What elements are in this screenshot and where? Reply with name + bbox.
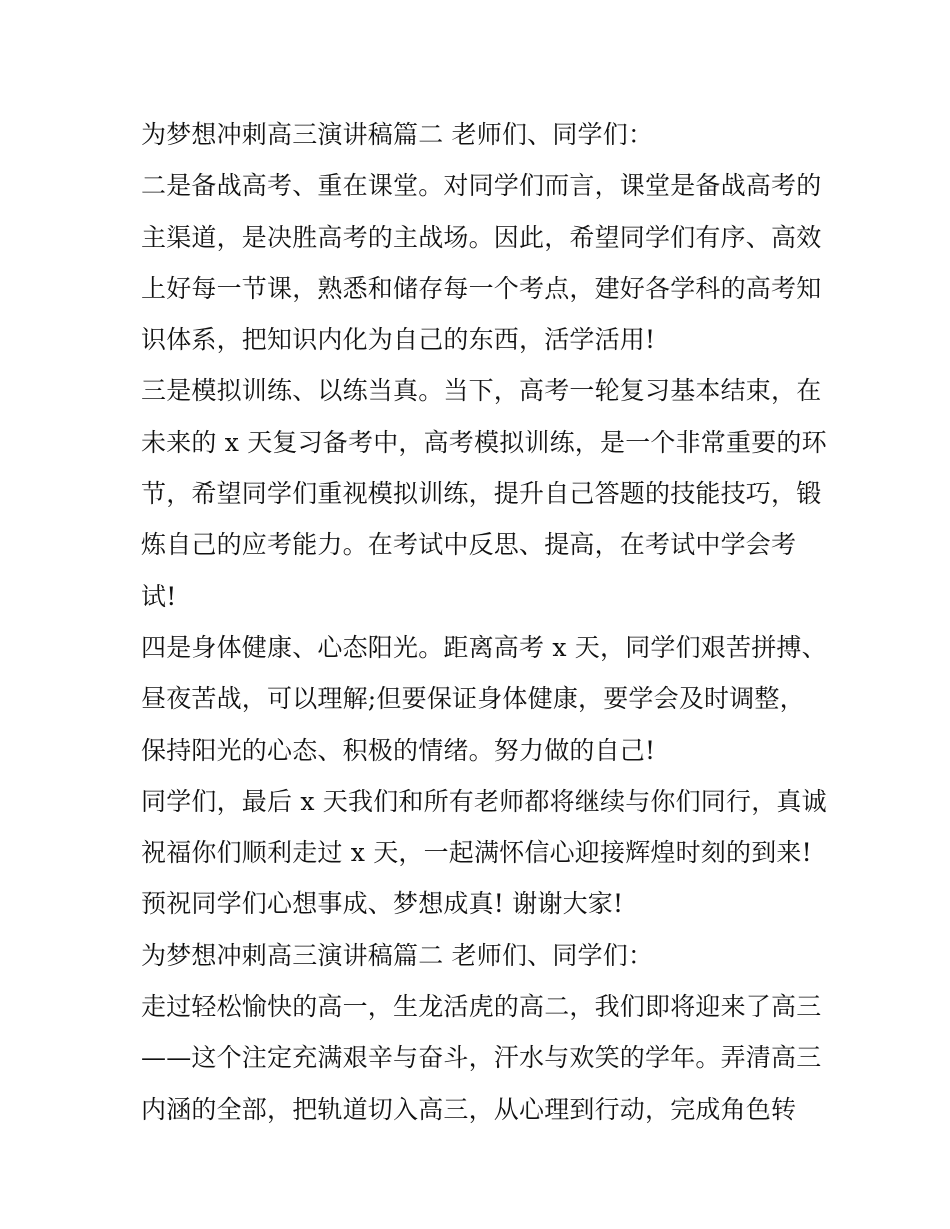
text-line: 四是身体健康、心态阳光。距离高考 x 天，同学们艰苦拼搏、: [141, 632, 827, 662]
text-line: 昼夜苦战，可以理解;但要保证身体健康，要学会及时调整，: [141, 684, 805, 714]
text-line: 走过轻松愉快的高一，生龙活虎的高二，我们即将迎来了高三: [141, 992, 822, 1022]
text-line: 节，希望同学们重视模拟训练，提升自己答题的技能技巧，锻: [141, 479, 822, 509]
text-line: 上好每一节课，熟悉和储存每一个考点，建好各学科的高考知: [141, 273, 822, 303]
text-line: 为梦想冲刺高三演讲稿篇二 老师们、同学们：: [141, 120, 654, 149]
text-line: ——这个注定充满艰辛与奋斗，汗水与欢笑的学年。弄清高三: [141, 1043, 822, 1073]
text-line: 三是模拟训练、以练当真。当下，高考一轮复习基本结束，在: [141, 376, 822, 406]
text-line: 未来的 x 天复习备考中，高考模拟训练，是一个非常重要的环: [141, 427, 827, 457]
text-line: 预祝同学们心想事成、梦想成真! 谢谢大家!: [141, 889, 624, 919]
text-line: 主渠道，是决胜高考的主战场。因此，希望同学们有序、高效: [141, 222, 822, 252]
text-line: 试!: [141, 581, 177, 611]
text-line: 同学们，最后 x 天我们和所有老师都将继续与你们同行，真诚: [141, 786, 827, 816]
text-line: 内涵的全部，把轨道切入高三，从心理到行动，完成角色转: [141, 1094, 797, 1124]
text-line: 保持阳光的心态、积极的情绪。努力做的自己!: [141, 735, 656, 765]
text-line: 二是备战高考、重在课堂。对同学们而言，课堂是备战高考的: [141, 171, 822, 201]
text-line: 为梦想冲刺高三演讲稿篇二 老师们、同学们：: [141, 940, 654, 970]
document-body: [141, 109, 841, 1135]
text-line: 祝福你们顺利走过 x 天，一起满怀信心迎接辉煌时刻的到来!: [141, 838, 812, 868]
text-line: 炼自己的应考能力。在考试中反思、提高，在考试中学会考: [141, 530, 797, 560]
text-line: 识体系，把知识内化为自己的东西，活学活用!: [141, 325, 656, 355]
